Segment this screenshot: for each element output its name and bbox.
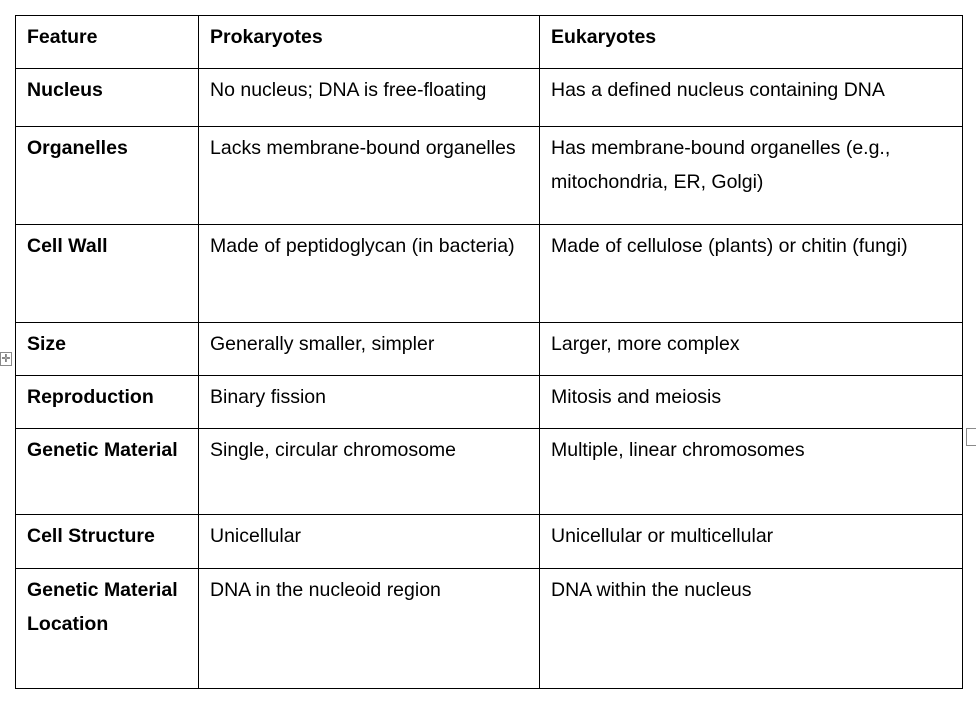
feature-cell[interactable]: Genetic Material <box>16 429 199 515</box>
eukaryotes-cell[interactable]: Larger, more complex <box>540 323 963 376</box>
table-header-row <box>16 16 963 69</box>
prokaryotes-cell[interactable]: Lacks membrane-bound organelles <box>199 127 540 225</box>
header-prokaryotes[interactable]: Prokaryotes <box>199 16 540 69</box>
eukaryotes-cell[interactable]: Has membrane-bound organelles (e.g., mitochondria, ER, Golgi) <box>540 127 963 225</box>
header-feature[interactable]: Feature <box>16 16 199 69</box>
prokaryotes-cell[interactable]: Made of peptidoglycan (in bacteria) <box>199 225 540 323</box>
table-row <box>16 376 963 429</box>
feature-cell[interactable]: Cell Structure <box>16 515 199 569</box>
feature-cell[interactable]: Genetic Material Location <box>16 569 199 689</box>
table-move-handle-icon[interactable]: ✛ <box>1 353 11 365</box>
table-row <box>16 569 963 689</box>
prokaryotes-cell[interactable]: Single, circular chromosome <box>199 429 540 515</box>
eukaryotes-cell[interactable]: Mitosis and meiosis <box>540 376 963 429</box>
feature-cell[interactable]: Cell Wall <box>16 225 199 323</box>
eukaryotes-cell[interactable]: DNA within the nucleus <box>540 569 963 689</box>
header-eukaryotes[interactable]: Eukaryotes <box>540 16 963 69</box>
prokaryotes-cell[interactable]: Binary fission <box>199 376 540 429</box>
prokaryotes-cell[interactable]: Unicellular <box>199 515 540 569</box>
prokaryotes-cell[interactable]: No nucleus; DNA is free-floating <box>199 69 540 127</box>
eukaryotes-cell[interactable]: Unicellular or multicellular <box>540 515 963 569</box>
feature-cell[interactable]: Reproduction <box>16 376 199 429</box>
prokaryotes-cell[interactable]: Generally smaller, simpler <box>199 323 540 376</box>
table-row <box>16 515 963 569</box>
table-row <box>16 429 963 515</box>
feature-cell[interactable]: Nucleus <box>16 69 199 127</box>
table-row <box>16 323 963 376</box>
table-row <box>16 69 963 127</box>
eukaryotes-cell[interactable]: Has a defined nucleus containing DNA <box>540 69 963 127</box>
feature-cell[interactable]: Organelles <box>16 127 199 225</box>
table-resize-handle-icon[interactable] <box>966 428 976 446</box>
eukaryotes-cell[interactable]: Made of cellulose (plants) or chitin (fungi) <box>540 225 963 323</box>
feature-cell[interactable]: Size <box>16 323 199 376</box>
table-row <box>16 127 963 225</box>
eukaryotes-cell[interactable]: Multiple, linear chromosomes <box>540 429 963 515</box>
table-row <box>16 225 963 323</box>
prokaryotes-cell[interactable]: DNA in the nucleoid region <box>199 569 540 689</box>
comparison-table <box>15 15 963 689</box>
